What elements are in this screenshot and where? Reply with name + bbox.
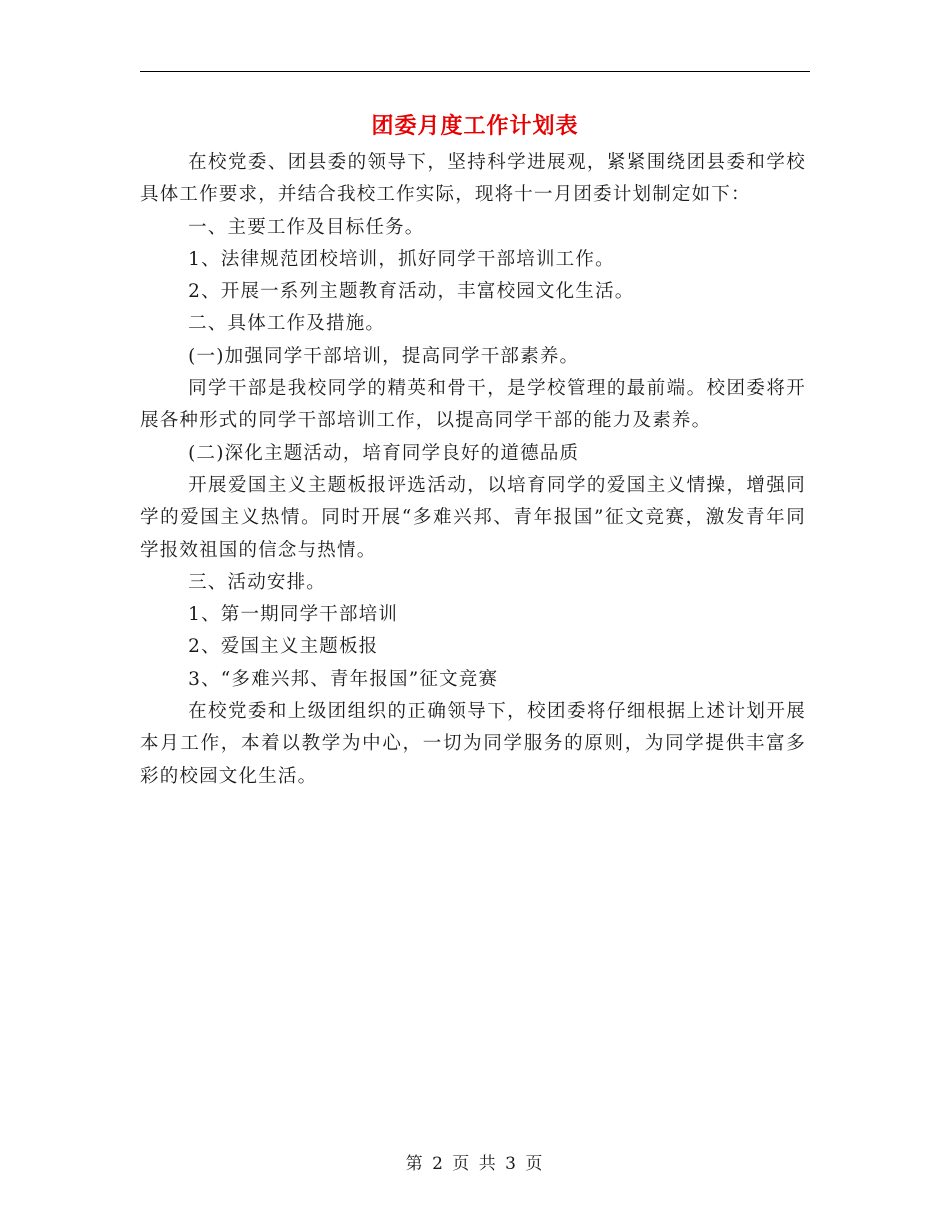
document-body [140, 147, 806, 793]
header-rule [140, 71, 810, 72]
page-number: 第 2 页 共 3 页 [405, 1154, 545, 1174]
section-heading-measures: 二、具体工作及措施。 [188, 313, 386, 335]
paragraph-conclusion: 在校党委和上级团组织的正确领导下，校团委将仔细根据上述计划开展本月工作，本着以教学为中心，一切为同学服务的原则，为同学提供丰富多彩的校园文化生活。 [140, 701, 806, 787]
paragraph-training: 同学干部是我校同学的精英和骨干，是学校管理的最前端。校团委将开展各种形式的同学干部培训工作，以提高同学干部的能力及素养。 [140, 378, 806, 432]
subsection-heading-activities: (二)深化主题活动，培育同学良好的道德品质 [188, 442, 580, 464]
list-item-task-2: 2、开展一系列主题教育活动，丰富校园文化生活。 [188, 281, 635, 303]
subsection-heading-training: (一)加强同学干部培训，提高同学干部素养。 [188, 345, 580, 367]
paragraph-intro: 在校党委、团县委的领导下，坚持科学进展观，紧紧围绕团县委和学校具体工作要求，并结合我校工作实际，现将十一月团委计划制定如下： [140, 152, 806, 206]
list-item-task-1: 1、法律规范团校培训，抓好同学干部培训工作。 [188, 248, 615, 270]
section-heading-schedule: 三、活动安排。 [188, 571, 326, 593]
document-title: 团委月度工作计划表 [371, 113, 579, 139]
list-item-schedule-3: 3、“多难兴邦、青年报国”征文竞赛 [188, 668, 499, 690]
section-heading-main-tasks: 一、主要工作及目标任务。 [188, 216, 425, 238]
list-item-schedule-2: 2、爱国主义主题板报 [188, 636, 379, 658]
paragraph-activities: 开展爱国主义主题板报评选活动，以培育同学的爱国主义情操，增强同学的爱国主义热情。同时开展“多难兴邦、青年报国”征文竞赛，激发青年同学报效祖国的信念与热情。 [140, 474, 806, 561]
list-item-schedule-1: 1、第一期同学干部培训 [188, 604, 399, 626]
